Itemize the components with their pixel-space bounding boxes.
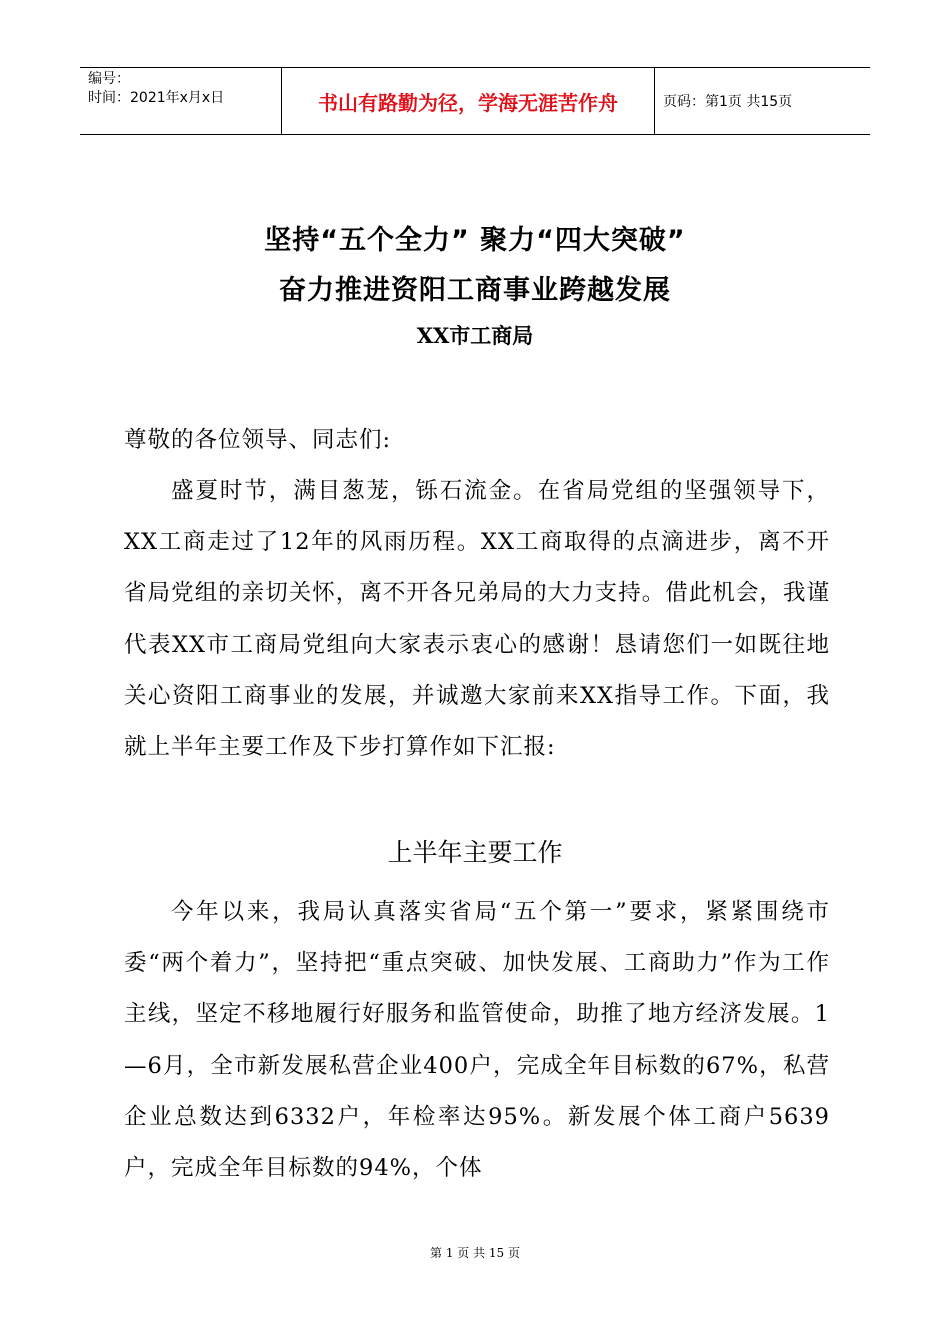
page-footer: 第 1 页 共 15 页 <box>430 1246 520 1260</box>
paragraph-work: 今年以来，我局认真落实省局“五个第一”要求，紧紧围绕市委“两个着力”，坚持把“重点突破、加快发展、工商助力”作为工作主线，坚定不移地履行好服务和监管使命，助推了地方经济发展。1—6月，全市新发展私营企业400户，完成全年目标数的67%，私营企业总数达到6332户，年检率达95%。新发展个体工商户5639户，完成全年目标数的94%，个体 <box>124 899 830 1182</box>
header-page-label: 页码：第1页 共15页 <box>663 94 793 110</box>
salutation: 尊敬的各位领导、同志们: <box>124 427 392 453</box>
header-motto: 书山有路勤为径，学海无涯苦作舟 <box>281 68 655 134</box>
section-heading: 上半年主要工作 <box>387 838 563 867</box>
header-meta <box>80 68 281 134</box>
number-label: 编号： <box>88 71 130 87</box>
document-author: XX市工商局 <box>416 323 534 348</box>
document-title-line2: 奋力推进资阳工商事业跨越发展 <box>279 275 671 306</box>
paragraph-intro: 盛夏时节，满目葱茏，铄石流金。在省局党组的坚强领导下，XX工商走过了12年的风雨历程。XX工商取得的点滴进步，离不开省局党组的亲切关怀，离不开各兄弟局的大力支持。借此机会，我谨代表XX市工商局党组向大家表示衷心的感谢！恳请您们一如既往地关心资阳工商事业的发展，并诚邀大家前来XX指导工作。下面，我就上半年主要工作及下步打算作如下汇报: <box>124 478 830 761</box>
time-label: 时间：2021年x月x日 <box>88 90 225 106</box>
document-title-line1: 坚持“五个全力” 聚力“四大突破” <box>264 225 686 256</box>
header-table <box>80 67 870 135</box>
